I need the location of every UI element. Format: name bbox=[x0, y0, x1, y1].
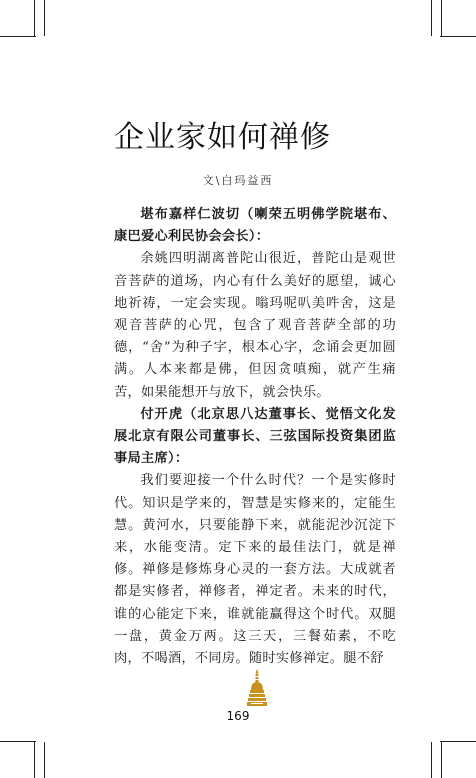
article-title: 企业家如何禅修 bbox=[114, 120, 331, 155]
speaker-heading: 堪布嘉样仁波切（喇荣五明佛学院堪布、康巴爱心利民协会会长）： bbox=[114, 207, 396, 245]
speaker-heading: 付开虎（北京思八达董事长、觉悟文化发展北京有限公司董事长、三弦国际投资集团监事局主席）： bbox=[114, 406, 396, 467]
body-paragraph: 我们要迎接一个什么时代？一个是实修时代。知识是学来的，智慧是实修来的，定能生慧。黄河水，只要能静下来，就能泥沙沉淀下来，水能变清。定下来的最佳法门，就是禅修。禅修是修炼身心灵的一套方法。大成就者都是实修者，禅修者，禅定者。未来的时代，谁的心能定下来，谁就能赢得这个时代。双腿一盘，黄金万两。这三天，三餐茹素，不吃肉，不喝酒，不同房。随时实修禅定。腿不舒 bbox=[114, 473, 396, 667]
author-byline: 文\白玛益西 bbox=[202, 174, 274, 187]
article-body bbox=[114, 204, 396, 670]
stupa-emblem-icon bbox=[246, 668, 268, 708]
page-number: 169 bbox=[226, 709, 250, 723]
body-paragraph: 余姚四明湖离普陀山很近，普陀山是观世音菩萨的道场，内心有什么美好的愿望，诚心地祈祷，一定会实现。嗡玛呢叭美吽舍，这是观音菩萨的心咒，包含了观音菩萨全部的功德，“舍”为种子字，根本心字，念诵会更加圆满。人本来都是佛，但因贪嗔痴，就产生痛苦，如果能想开与放下，就会快乐。 bbox=[114, 251, 396, 400]
